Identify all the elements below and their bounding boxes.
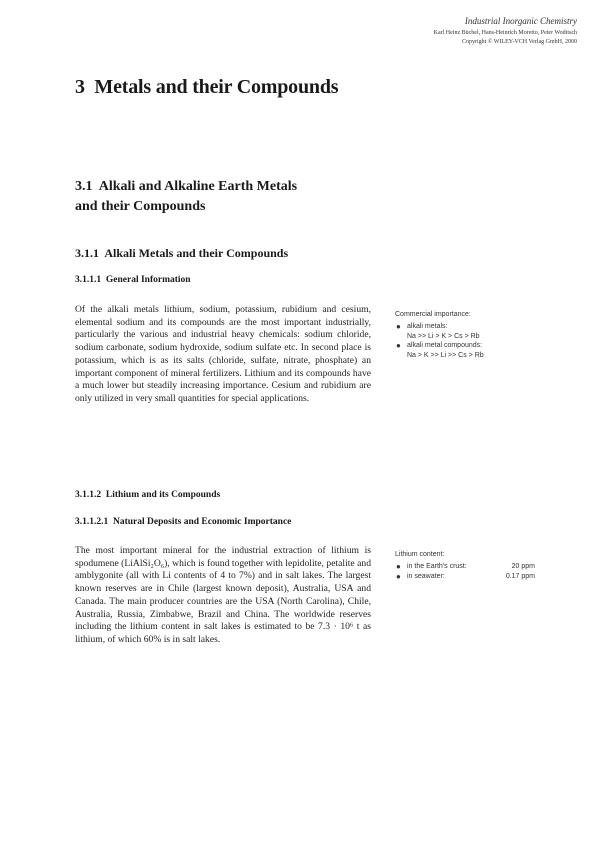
bullet-icon: ● — [396, 562, 401, 571]
margin-note-heading: Commercial importance: — [395, 311, 471, 318]
margin-note-item — [395, 341, 555, 360]
margin-note-list — [395, 562, 555, 581]
section-title: Lithium and its Compounds — [105, 490, 221, 500]
section-title: Natural Deposits and Economic Importance — [113, 517, 292, 527]
margin-note-heading: Lithium content: — [395, 551, 445, 558]
margin-note-item — [395, 562, 555, 572]
margin-note-item-label: in the Earth's crust: — [407, 563, 467, 570]
running-header-copyright: Copyright © WILEY-VCH Verlag GmbH, 2000 — [462, 39, 577, 45]
section-number: 3.1.1 — [75, 246, 99, 260]
section-number: 3.1.1.2.1 — [75, 517, 109, 527]
section-3-1-1-2-1-heading — [75, 517, 291, 527]
margin-note-lithium-content — [395, 549, 555, 581]
margin-note-item-label: alkali metals: — [407, 323, 448, 330]
bullet-icon: ● — [396, 571, 401, 581]
chapter-number: 3 — [75, 76, 85, 98]
margin-note-item-detail: Na > K >> Li >> Cs > Rb — [407, 351, 484, 359]
margin-note-item-value: 20 ppm — [511, 563, 535, 570]
margin-note-item-detail: Na >> Li > K > Cs > Rb — [407, 332, 480, 340]
section-3-1-heading — [75, 177, 375, 217]
running-header-authors: Karl Heinz Büchel, Hans-Heinrich Moretto, Peter Woditsch — [433, 30, 577, 36]
margin-note-commercial-importance — [395, 309, 555, 360]
margin-note-item-label: in seawater: — [407, 572, 445, 580]
section-title: General Information — [105, 275, 191, 285]
chapter-title: Metals and their Compounds — [94, 76, 339, 98]
paragraph-natural-deposits: The most important mineral for the industrial extraction of lithium is spodumene (LiAlSi₂O₆), which is found together with lepidolite, petalite and amblygonite (all with Li contents of 4 to 7%) and in salt lakes. The largest known reserves are in Chile (largest known deposit), Australia, USA and Canada. The main producer countries are the USA (North Carolina), Chile, Australia, Russia, Zimbabwe, Brazil and China. The worldwide reserves including the lithium content in salt lakes is estimated to be 7.3 · 10⁶ t as lithium, of which 60% is in salt lakes. — [75, 545, 371, 645]
section-number: 3.1.1.2 — [75, 490, 102, 500]
margin-note-item — [395, 322, 555, 341]
section-3-1-1-2-heading — [75, 490, 220, 500]
section-3-1-1-heading — [75, 246, 288, 261]
section-number: 3.1.1.1 — [75, 275, 102, 285]
section-number: 3.1 — [75, 179, 93, 194]
section-3-1-1-1-heading — [75, 275, 191, 285]
margin-note-item-label: alkali metal compounds: — [407, 342, 483, 349]
paragraph-general-information: Of the alkali metals lithium, sodium, potassium, rubidium and cesium, elemental sodium and its compounds are the most important industrially, particularly the various and industrial heavy chemicals: sodium chloride, sodium carbonate, sodium hydroxide, sodium sulfate etc. In second place is potassium, which is as its salts (chloride, sulfate, nitrate, phosphate) an important component of mineral fertilizers. Lithium and its compounds have a much lower but steadily increasing importance. Cesium and rubidium are only utilized in very small quantities for special applications. — [75, 304, 371, 404]
margin-note-item-value: 0.17 ppm — [505, 572, 535, 580]
margin-note-item — [395, 572, 555, 582]
section-title-line2: and their Compounds — [75, 199, 206, 214]
bullet-icon: ● — [396, 322, 401, 331]
section-title-line1: Alkali and Alkaline Earth Metals — [98, 179, 298, 194]
margin-note-list — [395, 322, 555, 360]
section-title: Alkali Metals and their Compounds — [104, 246, 289, 260]
chapter-heading — [75, 76, 338, 99]
bullet-icon: ● — [396, 341, 401, 350]
running-header-book-title: Industrial Inorganic Chemistry — [464, 16, 577, 26]
